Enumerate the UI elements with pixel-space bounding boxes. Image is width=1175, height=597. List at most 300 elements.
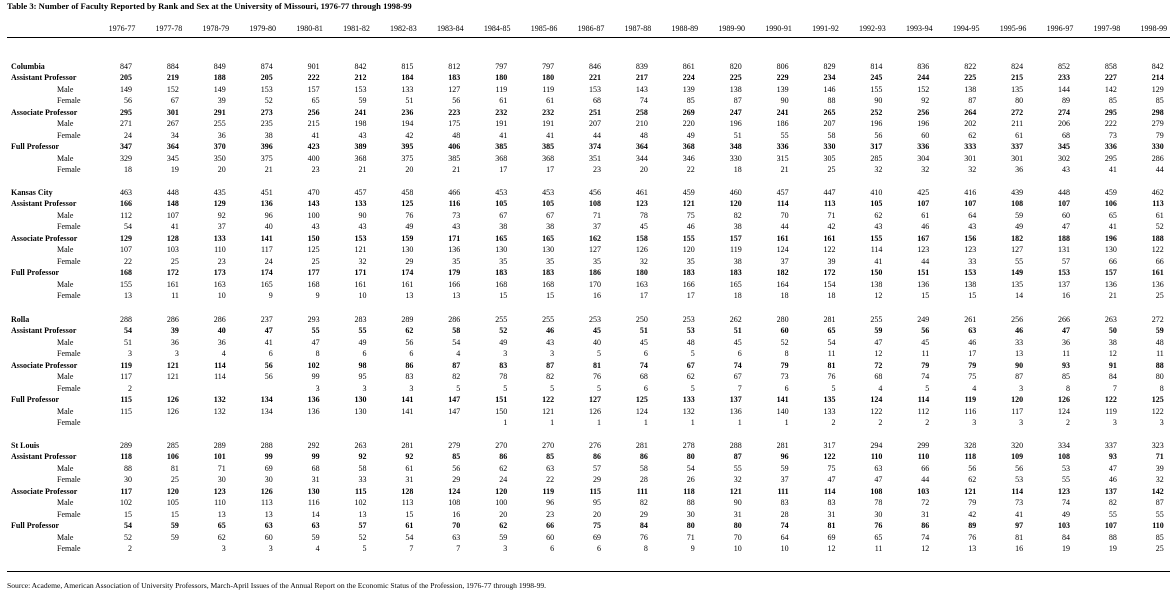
table-cell: 32 xyxy=(639,256,648,266)
table-cell: 20 xyxy=(639,165,648,175)
table-cell: 88 xyxy=(1108,532,1117,542)
table-cell: 345 xyxy=(166,153,179,163)
rank-total-row xyxy=(0,395,1175,405)
table-cell: 67 xyxy=(499,210,508,220)
table-cell: 86 xyxy=(593,452,601,462)
table-cell: 74 xyxy=(1062,498,1070,508)
table-cell: 126 xyxy=(589,406,601,416)
table-cell: 51 xyxy=(733,326,742,336)
table-cell: 295 xyxy=(1104,107,1117,117)
table-cell: 180 xyxy=(542,73,555,83)
row-label: Female xyxy=(57,509,81,519)
table-cell: 37 xyxy=(780,256,789,266)
row-label: Male xyxy=(57,153,74,163)
table-cell: 330 xyxy=(729,153,742,163)
table-cell: 3 xyxy=(503,349,508,359)
table-cell: 161 xyxy=(823,233,836,243)
table-cell: 7 xyxy=(1112,383,1117,393)
table-cell: 73 xyxy=(1108,130,1117,140)
male-row xyxy=(0,338,1175,348)
table-cell: 448 xyxy=(1058,188,1070,197)
female-row xyxy=(0,475,1175,485)
table-cell: 196 xyxy=(870,119,883,129)
table-cell: 6 xyxy=(737,349,742,359)
table-cell: 88 xyxy=(124,463,132,473)
row-label: Associate Professor xyxy=(11,107,78,117)
table-cell: 86 xyxy=(639,452,648,462)
table-cell: 32 xyxy=(1155,475,1164,485)
table-cell: 47 xyxy=(874,337,883,347)
table-cell: 56 xyxy=(264,360,273,370)
table-cell: 88 xyxy=(686,498,695,508)
row-label: Associate Professor xyxy=(11,360,78,370)
female-row xyxy=(0,257,1175,267)
male-row xyxy=(0,533,1175,543)
table-cell: 849 xyxy=(213,62,226,71)
table-cell: 12 xyxy=(827,544,836,554)
table-cell: 102 xyxy=(120,498,132,508)
table-cell: 416 xyxy=(964,188,977,197)
table-cell: 7 xyxy=(737,383,742,393)
table-cell: 25 xyxy=(1155,291,1164,301)
table-cell: 87 xyxy=(1015,372,1024,382)
table-cell: 136 xyxy=(917,279,930,289)
table-cell: 1 xyxy=(784,418,789,428)
table-cell: 15 xyxy=(921,291,930,301)
table-cell: 56 xyxy=(452,96,461,106)
table-cell: 224 xyxy=(682,73,695,83)
table-cell: 130 xyxy=(354,395,367,405)
table-cell: 5 xyxy=(362,544,367,554)
table-cell: 47 xyxy=(1062,326,1070,336)
row-label: Female xyxy=(57,383,81,393)
campus-total-row xyxy=(0,188,1175,198)
table-cell: 14 xyxy=(1015,291,1024,301)
table-cell: 46 xyxy=(1108,475,1117,485)
table-cell: 22 xyxy=(686,165,695,175)
table-cell: 62 xyxy=(217,532,226,542)
table-cell: 119 xyxy=(120,360,132,370)
table-cell: 344 xyxy=(635,153,648,163)
table-cell: 23 xyxy=(217,256,226,266)
table-cell: 20 xyxy=(405,165,414,175)
table-cell: 180 xyxy=(635,268,648,278)
table-cell: 285 xyxy=(870,153,883,163)
table-cell: 38 xyxy=(1108,337,1117,347)
table-cell: 36 xyxy=(1015,165,1024,175)
table-cell: 70 xyxy=(733,532,742,542)
table-cell: 69 xyxy=(264,463,273,473)
table-cell: 56 xyxy=(452,463,461,473)
table-cell: 174 xyxy=(401,268,414,278)
table-cell: 9 xyxy=(268,291,273,301)
row-label: Assistant Professor xyxy=(11,452,77,462)
table-cell: 374 xyxy=(589,142,601,152)
table-title: Table 3: Number of Faculty Reported by Rank and Sex at the University of Missouri, 1976-77 through 1998-99 xyxy=(7,1,412,11)
table-cell: 76 xyxy=(405,210,414,220)
table-cell: 129 xyxy=(120,233,132,243)
table-cell: 168 xyxy=(495,279,508,289)
table-cell: 83 xyxy=(780,498,789,508)
table-cell: 2 xyxy=(925,418,930,428)
table-cell: 114 xyxy=(870,245,883,255)
table-cell: 56 xyxy=(874,130,883,140)
table-cell: 126 xyxy=(166,395,179,405)
table-cell: 13 xyxy=(452,291,461,301)
table-cell: 84 xyxy=(1108,372,1117,382)
table-cell: 317 xyxy=(870,142,883,152)
table-cell: 43 xyxy=(1062,165,1070,175)
table-cell: 253 xyxy=(682,315,695,324)
row-label: Associate Professor xyxy=(11,233,78,243)
table-cell: 107 xyxy=(1104,521,1117,531)
table-cell: 76 xyxy=(639,532,648,542)
table-cell: 108 xyxy=(870,486,883,496)
table-cell: 38 xyxy=(264,130,273,140)
table-cell: 3 xyxy=(1019,383,1024,393)
row-label: Female xyxy=(57,544,81,554)
table-cell: 38 xyxy=(546,222,555,232)
table-cell: 212 xyxy=(354,73,367,83)
table-cell: 22 xyxy=(546,475,555,485)
row-label: Assistant Professor xyxy=(11,199,77,209)
table-cell: 30 xyxy=(217,475,226,485)
table-cell: 67 xyxy=(546,210,555,220)
table-cell: 822 xyxy=(964,62,977,71)
table-cell: 10 xyxy=(358,291,367,301)
table-cell: 39 xyxy=(170,326,179,336)
row-label: Male xyxy=(57,245,74,255)
year-header-1997-98: 1997-98 xyxy=(1093,24,1121,33)
table-cell: 255 xyxy=(870,315,883,324)
table-cell: 280 xyxy=(776,315,789,324)
rank-total-row xyxy=(0,487,1175,497)
table-cell: 283 xyxy=(354,315,367,324)
table-cell: 272 xyxy=(1151,315,1164,324)
table-cell: 149 xyxy=(213,84,226,94)
female-row xyxy=(0,544,1175,554)
table-cell: 22 xyxy=(124,256,132,266)
table-cell: 67 xyxy=(733,372,742,382)
table-cell: 64 xyxy=(968,210,977,220)
year-header-1992-93: 1992-93 xyxy=(859,24,886,33)
table-cell: 38 xyxy=(499,222,508,232)
table-cell: 269 xyxy=(682,107,695,117)
table-cell: 270 xyxy=(495,441,508,450)
table-cell: 46 xyxy=(686,222,695,232)
row-label: Male xyxy=(57,337,74,347)
table-cell: 114 xyxy=(823,486,836,496)
table-cell: 56 xyxy=(124,96,132,106)
table-cell: 54 xyxy=(405,532,414,542)
table-cell: 96 xyxy=(546,498,555,508)
table-cell: 68 xyxy=(874,372,883,382)
table-cell: 39 xyxy=(217,96,226,106)
table-cell: 43 xyxy=(874,222,883,232)
table-cell: 43 xyxy=(546,337,555,347)
row-label: Full Professor xyxy=(11,142,60,152)
table-cell: 233 xyxy=(1058,73,1070,83)
table-cell: 59 xyxy=(311,532,320,542)
female-row xyxy=(0,291,1175,301)
table-cell: 74 xyxy=(921,372,930,382)
table-cell: 368 xyxy=(542,153,555,163)
table-cell: 67 xyxy=(170,96,179,106)
table-cell: 56 xyxy=(921,326,930,336)
table-cell: 151 xyxy=(495,395,508,405)
table-cell: 122 xyxy=(1104,395,1117,405)
table-cell: 56 xyxy=(1015,463,1024,473)
table-cell: 797 xyxy=(542,62,555,71)
table-cell: 49 xyxy=(358,337,367,347)
table-cell: 3 xyxy=(1159,418,1164,428)
table-cell: 47 xyxy=(311,337,320,347)
table-cell: 5 xyxy=(690,349,695,359)
table-cell: 46 xyxy=(921,222,930,232)
table-cell: 90 xyxy=(780,96,789,106)
table-cell: 114 xyxy=(214,360,226,370)
table-cell: 67 xyxy=(686,360,695,370)
table-cell: 85 xyxy=(1155,96,1164,106)
table-cell: 289 xyxy=(213,441,226,450)
table-cell: 106 xyxy=(166,452,179,462)
table-cell: 47 xyxy=(264,326,273,336)
table-cell: 16 xyxy=(452,509,461,519)
table-cell: 120 xyxy=(729,199,742,209)
table-cell: 453 xyxy=(495,188,508,197)
table-cell: 457 xyxy=(776,188,789,197)
table-cell: 165 xyxy=(260,279,273,289)
table-cell: 368 xyxy=(495,153,508,163)
table-cell: 41 xyxy=(1015,509,1024,519)
row-label: St Louis xyxy=(11,441,40,450)
table-cell: 141 xyxy=(260,233,273,243)
table-cell: 83 xyxy=(827,498,836,508)
table-cell: 43 xyxy=(358,222,367,232)
table-cell: 220 xyxy=(682,119,695,129)
table-cell: 40 xyxy=(217,326,226,336)
female-row xyxy=(0,349,1175,359)
table-cell: 861 xyxy=(682,62,695,71)
table-cell: 330 xyxy=(823,142,836,152)
table-cell: 263 xyxy=(354,441,367,450)
rank-total-row xyxy=(0,521,1175,531)
table-cell: 126 xyxy=(166,406,179,416)
table-cell: 18 xyxy=(827,291,836,301)
table-cell: 114 xyxy=(214,372,226,382)
table-cell: 85 xyxy=(1062,372,1070,382)
table-cell: 115 xyxy=(354,486,367,496)
table-cell: 68 xyxy=(593,96,601,106)
table-cell: 256 xyxy=(307,107,320,117)
table-cell: 61 xyxy=(405,521,414,531)
table-cell: 107 xyxy=(1058,199,1070,209)
table-cell: 63 xyxy=(546,463,555,473)
table-cell: 73 xyxy=(780,372,789,382)
year-header-1982-83: 1982-83 xyxy=(390,24,417,33)
year-header-1984-85: 1984-85 xyxy=(483,24,511,33)
table-cell: 274 xyxy=(1058,107,1070,117)
table-cell: 141 xyxy=(401,406,414,416)
table-cell: 127 xyxy=(589,245,601,255)
table-cell: 83 xyxy=(499,360,508,370)
table-cell: 45 xyxy=(733,337,742,347)
table-cell: 74 xyxy=(639,96,648,106)
table-cell: 75 xyxy=(593,521,601,531)
table-cell: 179 xyxy=(448,268,461,278)
table-cell: 142 xyxy=(1104,84,1117,94)
table-cell: 113 xyxy=(401,498,414,508)
table-cell: 222 xyxy=(307,73,320,83)
table-cell: 38 xyxy=(733,256,742,266)
rank-total-row xyxy=(0,452,1175,462)
table-cell: 334 xyxy=(1058,441,1070,450)
table-cell: 106 xyxy=(1104,199,1117,209)
table-cell: 175 xyxy=(448,119,461,129)
table-cell: 435 xyxy=(213,188,226,197)
table-cell: 74 xyxy=(733,360,742,370)
table-cell: 183 xyxy=(448,73,461,83)
table-cell: 249 xyxy=(917,315,930,324)
table-cell: 15 xyxy=(499,291,508,301)
table-cell: 336 xyxy=(1104,142,1117,152)
row-label: Male xyxy=(57,406,74,416)
table-cell: 114 xyxy=(917,395,930,405)
table-cell: 51 xyxy=(124,337,132,347)
table-cell: 17 xyxy=(499,165,508,175)
table-cell: 453 xyxy=(542,188,555,197)
table-cell: 25 xyxy=(311,256,320,266)
table-cell: 73 xyxy=(452,210,461,220)
male-row xyxy=(0,280,1175,290)
table-cell: 72 xyxy=(921,498,930,508)
table-cell: 396 xyxy=(260,142,273,152)
table-cell: 56 xyxy=(968,463,977,473)
table-cell: 13 xyxy=(264,509,273,519)
table-cell: 147 xyxy=(448,406,461,416)
table-cell: 32 xyxy=(358,256,367,266)
table-cell: 99 xyxy=(311,452,320,462)
table-cell: 103 xyxy=(1058,521,1070,531)
table-cell: 217 xyxy=(635,73,648,83)
table-cell: 11 xyxy=(874,544,883,554)
table-cell: 884 xyxy=(166,62,179,71)
table-cell: 12 xyxy=(1108,349,1117,359)
table-cell: 289 xyxy=(120,441,132,450)
table-cell: 174 xyxy=(260,268,273,278)
table-cell: 63 xyxy=(874,463,883,473)
table-cell: 165 xyxy=(542,233,555,243)
table-cell: 350 xyxy=(213,153,226,163)
table-cell: 71 xyxy=(827,210,836,220)
table-cell: 11 xyxy=(827,349,836,359)
table-cell: 113 xyxy=(1152,199,1164,209)
table-cell: 10 xyxy=(733,544,742,554)
table-cell: 63 xyxy=(452,532,461,542)
table-cell: 186 xyxy=(589,268,601,278)
table-cell: 91 xyxy=(1108,360,1117,370)
table-cell: 62 xyxy=(405,326,414,336)
table-cell: 143 xyxy=(307,199,320,209)
table-cell: 121 xyxy=(964,486,977,496)
table-cell: 25 xyxy=(1155,544,1164,554)
table-cell: 16 xyxy=(593,291,601,301)
table-cell: 122 xyxy=(823,245,836,255)
table-cell: 86 xyxy=(405,360,414,370)
table-cell: 115 xyxy=(120,406,132,416)
table-cell: 80 xyxy=(1015,96,1024,106)
table-cell: 183 xyxy=(542,268,555,278)
table-cell: 317 xyxy=(823,441,836,450)
table-cell: 263 xyxy=(1104,315,1117,324)
table-cell: 65 xyxy=(1108,210,1117,220)
table-cell: 48 xyxy=(639,130,648,140)
table-cell: 12 xyxy=(874,291,883,301)
table-cell: 874 xyxy=(260,62,273,71)
table-cell: 9 xyxy=(315,291,320,301)
table-cell: 842 xyxy=(1151,62,1164,71)
table-cell: 74 xyxy=(921,532,930,542)
table-cell: 41 xyxy=(499,130,508,140)
table-cell: 81 xyxy=(827,360,836,370)
table-cell: 295 xyxy=(120,107,132,117)
table-cell: 32 xyxy=(921,165,930,175)
table-cell: 62 xyxy=(499,463,508,473)
table-cell: 58 xyxy=(639,463,648,473)
table-cell: 59 xyxy=(170,532,179,542)
table-cell: 152 xyxy=(917,84,930,94)
table-cell: 66 xyxy=(1155,256,1164,266)
table-cell: 43 xyxy=(968,222,977,232)
table-cell: 171 xyxy=(354,268,367,278)
year-header-1979-80: 1979-80 xyxy=(249,24,277,33)
table-cell: 85 xyxy=(546,452,555,462)
table-cell: 852 xyxy=(1058,62,1070,71)
table-cell: 124 xyxy=(635,406,648,416)
table-cell: 49 xyxy=(499,337,508,347)
table-cell: 92 xyxy=(921,96,930,106)
table-cell: 48 xyxy=(686,337,695,347)
table-cell: 182 xyxy=(1011,233,1024,243)
table-cell: 123 xyxy=(917,245,930,255)
table-cell: 55 xyxy=(780,130,789,140)
table-cell: 266 xyxy=(1058,315,1070,324)
table-cell: 85 xyxy=(1155,532,1164,542)
table-cell: 15 xyxy=(405,509,414,519)
table-cell: 1 xyxy=(597,418,601,428)
table-cell: 53 xyxy=(1062,463,1070,473)
table-cell: 25 xyxy=(170,256,179,266)
table-cell: 298 xyxy=(1151,107,1164,117)
table-cell: 69 xyxy=(827,532,836,542)
table-cell: 62 xyxy=(874,210,883,220)
year-header-1977-78: 1977-78 xyxy=(155,24,183,33)
table-cell: 118 xyxy=(683,486,695,496)
table-cell: 167 xyxy=(917,233,930,243)
table-cell: 74 xyxy=(780,521,789,531)
table-cell: 103 xyxy=(917,486,930,496)
table-cell: 423 xyxy=(307,142,320,152)
table-cell: 448 xyxy=(166,188,179,197)
row-label: Female xyxy=(57,165,81,175)
table-cell: 130 xyxy=(401,245,414,255)
table-cell: 13 xyxy=(358,509,367,519)
row-label: Kansas City xyxy=(11,188,53,197)
table-cell: 83 xyxy=(405,372,414,382)
table-cell: 37 xyxy=(593,222,601,232)
table-cell: 126 xyxy=(1058,395,1070,405)
table-cell: 115 xyxy=(589,486,601,496)
